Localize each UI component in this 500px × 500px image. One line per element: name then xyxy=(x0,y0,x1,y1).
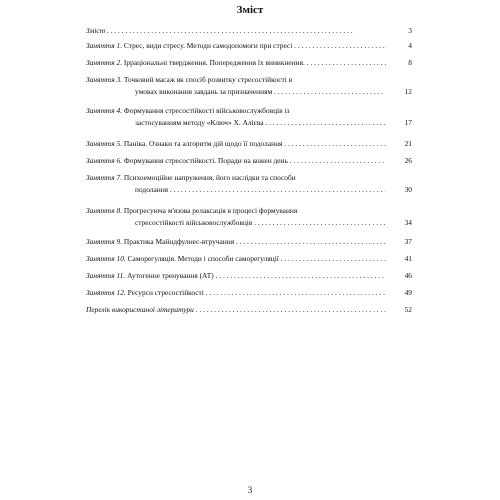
entry-page: 30 xyxy=(404,184,412,194)
toc-entry-5[interactable] xyxy=(86,138,412,150)
toc-entry-3[interactable] xyxy=(86,74,412,97)
entry-text: Стрес, види стресу. Методи самодопомоги при стресі xyxy=(123,41,293,50)
entry-label: Заняття 1. xyxy=(86,41,123,50)
entry-label: Заняття 10. xyxy=(86,254,126,263)
toc-entry-6[interactable] xyxy=(86,155,412,167)
entry-text: Прогресуюча м'язова релаксація в процесі формування xyxy=(123,206,298,215)
entry-label: Заняття 6. xyxy=(86,156,123,165)
toc-entry-2[interactable] xyxy=(86,57,412,69)
entry-page: 34 xyxy=(404,217,412,227)
entry-label: Заняття 5. xyxy=(86,139,123,148)
entry-label: Перелік використаної літератури xyxy=(86,305,194,314)
entry-page: 4 xyxy=(408,41,412,50)
toc-entry-references[interactable] xyxy=(86,304,412,316)
toc-title: Зміст xyxy=(236,4,264,16)
entry-text: Паніка. Ознаки та алгоритм дій щодо її подолання xyxy=(123,139,283,148)
entry-label: Заняття 3. xyxy=(86,75,123,84)
toc-entry-7[interactable] xyxy=(86,172,412,195)
entry-text: Ірраціональні твердження. Попередження їх виникнення. xyxy=(123,58,305,67)
entry-page: 3 xyxy=(408,26,412,35)
toc-entry-4[interactable] xyxy=(86,105,412,128)
toc-entry-8[interactable] xyxy=(86,205,412,228)
entry-text: Формування стресостійкості військовослужбовців із xyxy=(123,106,290,115)
entry-page: 21 xyxy=(404,139,412,148)
entry-label: Заняття 7. xyxy=(86,173,123,182)
entry-label: Заняття 11. xyxy=(86,271,126,280)
toc-entry-12[interactable] xyxy=(86,287,412,299)
entry-page: 26 xyxy=(404,156,412,165)
entry-page: 49 xyxy=(404,288,412,297)
entry-page: 17 xyxy=(404,117,412,127)
entry-text: Формування стресостійкості. Поради на кожен день xyxy=(123,156,288,165)
entry-page: 46 xyxy=(404,271,412,280)
entry-page: 8 xyxy=(408,58,412,67)
entry-page: 52 xyxy=(404,305,412,314)
entry-page: 37 xyxy=(404,237,412,246)
toc-entry-10[interactable] xyxy=(86,253,412,265)
entry-label: Заняття 2. xyxy=(86,58,123,67)
entry-label: Заняття 9. xyxy=(86,237,123,246)
entry-label: Заняття 8. xyxy=(86,206,123,215)
entry-text: Психоемоційне напруження, його наслідки та способи xyxy=(123,173,296,182)
entry-label: Заняття 12. xyxy=(86,288,126,297)
entry-text: Практика Майндфулнес-втручання xyxy=(123,237,235,246)
entry-text: Ресурси стресостійкості xyxy=(127,288,204,297)
entry-text-cont: подолання xyxy=(135,184,169,194)
entry-text-cont: умовах виконання завдань за призначенням xyxy=(135,86,273,96)
entry-label: Заняття 4. xyxy=(86,106,123,115)
entry-page: 12 xyxy=(404,86,412,96)
entry-text-cont: стресостійкості військовослужбовців xyxy=(135,217,253,227)
toc-entry-1[interactable] xyxy=(86,40,412,52)
toc-entry-9[interactable] xyxy=(86,236,412,248)
page-number: 3 xyxy=(247,485,253,495)
entry-label: Зміст xyxy=(86,26,106,35)
entry-text-cont: застосуванням методу «Ключ» Х. Алієва xyxy=(135,117,264,127)
toc-entry-contents[interactable] xyxy=(86,25,412,37)
toc-entry-11[interactable] xyxy=(86,270,412,282)
entry-text: Саморегуляція. Методи і способи саморегуляції xyxy=(127,254,279,263)
entry-text: Точковий масаж як спосіб розвитку стресостійкості в xyxy=(123,75,293,84)
entry-page: 41 xyxy=(404,254,412,263)
entry-text: Аутогенне тренування (АТ) xyxy=(127,271,214,280)
